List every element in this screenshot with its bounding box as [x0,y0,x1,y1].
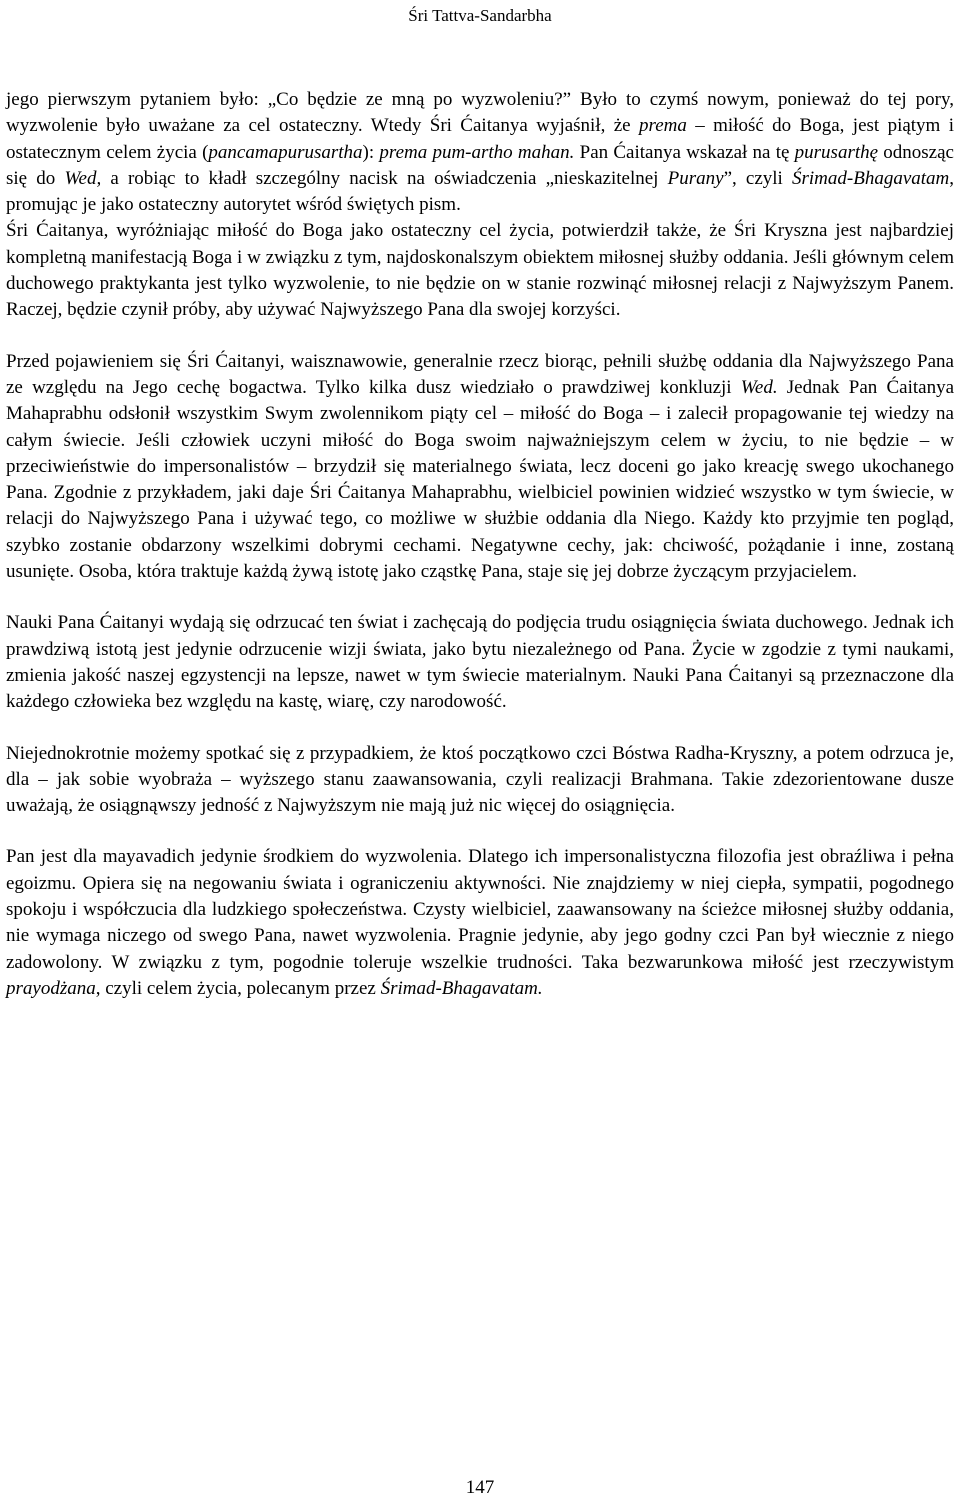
text-run: Nauki Pana Ćaitanyi wydają się odrzucać ten świat i zachęcają do podjęcia trudu osiągnięcia świata duchowego. Jednak ich prawdziwą istotą jest jedynie odrzucenie wizji świata, jako bytu niezależnego od Pana. Życie w zgodzie z tymi naukami, zmienia jakość naszej egzystencji na lepsze, nawet w tym świecie materialnym. Nauki Pana Ćaitanyi są przeznaczone dla każdego człowieka bez względu na kastę, wiarę, czy narodowość. [6,612,954,713]
italic-term: Purany [667,167,724,189]
page-body [6,87,954,1002]
text-run: ”, czyli [723,167,792,189]
text-run: – miłość do Boga, jest piątym i ostatecznym celem życia ( [6,115,955,163]
text-run: Niejednokrotnie możemy spotkać się z przypadkiem, że ktoś początkowo czci Bóstwa Radha-Kryszny, a potem odrzuca je, dla – jak sobie wyobraża – wyższego stanu zaawansowania, czyli realizacji Brahmana. Takie zdezorientowane dusze uważają, że osiągnąwszy jedność z Najwyższym nie mają już nic więcej do osiągnięcia. [6,742,954,817]
text-run: Przed pojawieniem się Śri Ćaitanyi, waisznawowie, generalnie rzecz biorąc, pełnili służbę oddania dla Najwyższego Pana ze względu na Jego cechę bogactwa. Tylko kilka dusz wiedziało o prawdziwej konkluzji [6,350,954,398]
paragraph [6,610,954,715]
italic-term: pancamapurusartha [208,141,363,163]
text-run: Pan Ćaitanya wskazał na tę [574,141,795,163]
italic-term: prayodżana [6,977,96,999]
paragraph [6,844,954,1002]
paragraph [6,349,954,586]
text-run: jego pierwszym pytaniem było: „Co będzie ze mną po wyzwoleniu?” Było to czymś nowym, ponieważ do tej pory, wyzwolenie było uważane za cel ostateczny. Wtedy Śri Ćaitanya wyjaśnił, że [6,89,954,137]
italic-term: purusarthę [794,141,879,163]
paragraph [6,741,954,820]
italic-term: Śrimad-Bhagavatam. [380,977,543,999]
italic-term: prema [639,115,687,137]
italic-term: Wed, [64,167,102,189]
text-run: , promując je jako ostateczny autorytet wśród świętych pism. [6,167,955,216]
running-header: Śri Tattva-Sandarbha [408,6,552,25]
italic-term: Śrimad-Bhagavatam [792,167,950,189]
text-run: Śri Ćaitanya, wyróżniając miłość do Boga jako ostateczny cel życia, potwierdził także, że Śri Kryszna jest najbardziej kompletną manifestacją Boga i w związku z tym, najdoskonalszym obiektem miłosnej służby oddania. Jeśli głównym celem duchowego praktykanta jest tylko wyzwolenie, to nie będzie on w stanie rozwinąć miłosnej relacji z Najwyższym Panem. Raczej, będzie czynił próby, aby używać Najwyższego Pana dla swojej korzyści. [6,220,954,321]
italic-term: Wed. [740,376,778,398]
text-run: ): [362,141,380,163]
page-number: 147 [465,1477,495,1498]
paragraph [6,87,954,218]
text-run: , czyli celem życia, polecanym przez [95,977,381,999]
text-run: odnosząc się do [6,141,954,189]
text-run: Jednak Pan Ćaitanya Mahaprabhu odsłonił wszystkim Swym zwolennikom piąty cel – miłość do Boga – i zalecił propagowanie tej wiedzy na całym świecie. Jeśli człowiek uczyni miłość do Boga swoim najważniejszym celem w życiu, to nie będzie – w przeciwieństwie do impersonalistów – brzydził się materialnego świata, lecz doceni go jako kreację swego ukochanego Pana. Zgodnie z przykładem, jaki daje Śri Ćaitanya Mahaprabhu, wielbiciel powinien widzieć wszystko w tym świecie, w relacji do Najwyższego Pana i używać tego, co możliwe w służbie oddania dla Niego. Każdy kto przyjmie ten pogląd, szybko zostanie obdarzony wszelkimi dobrymi cechami. Negatywne cechy, jak: chciwość, pożądanie i inne, zostaną usunięte. Osoba, która traktuje każdą żywą istotę jako cząstkę Pana, staje się jej dobrze życzącym przyjacielem. [6,376,954,583]
paragraph [6,218,954,323]
text-run: a robiąc to kładł szczególny nacisk na oświadczenia „nieskazitelnej [101,167,668,189]
text-run: Pan jest dla mayavadich jedynie środkiem do wyzwolenia. Dlatego ich impersonalistyczna filozofia jest obraźliwa i pełna egoizmu. Opiera się na negowaniu świata i ograniczeniu aktywności. Nie znajdziemy w niej ciepła, sympatii, pogodnego spokoju i współczucia dla ludzkiego społeczeństwa. Czysty wielbiciel, zaawansowany na ścieżce miłosnej służby oddania, nie wymaga niczego od swego Pana, nawet wyzwolenia. Pragnie jedynie, aby jego godny czci Pan był wiecznie z niego zadowolony. W związku z tym, pogodnie toleruje wszelkie trudności. Taka bezwarunkowa miłość jest rzeczywistym [6,846,954,973]
italic-term: prema pum-artho mahan. [379,141,575,163]
